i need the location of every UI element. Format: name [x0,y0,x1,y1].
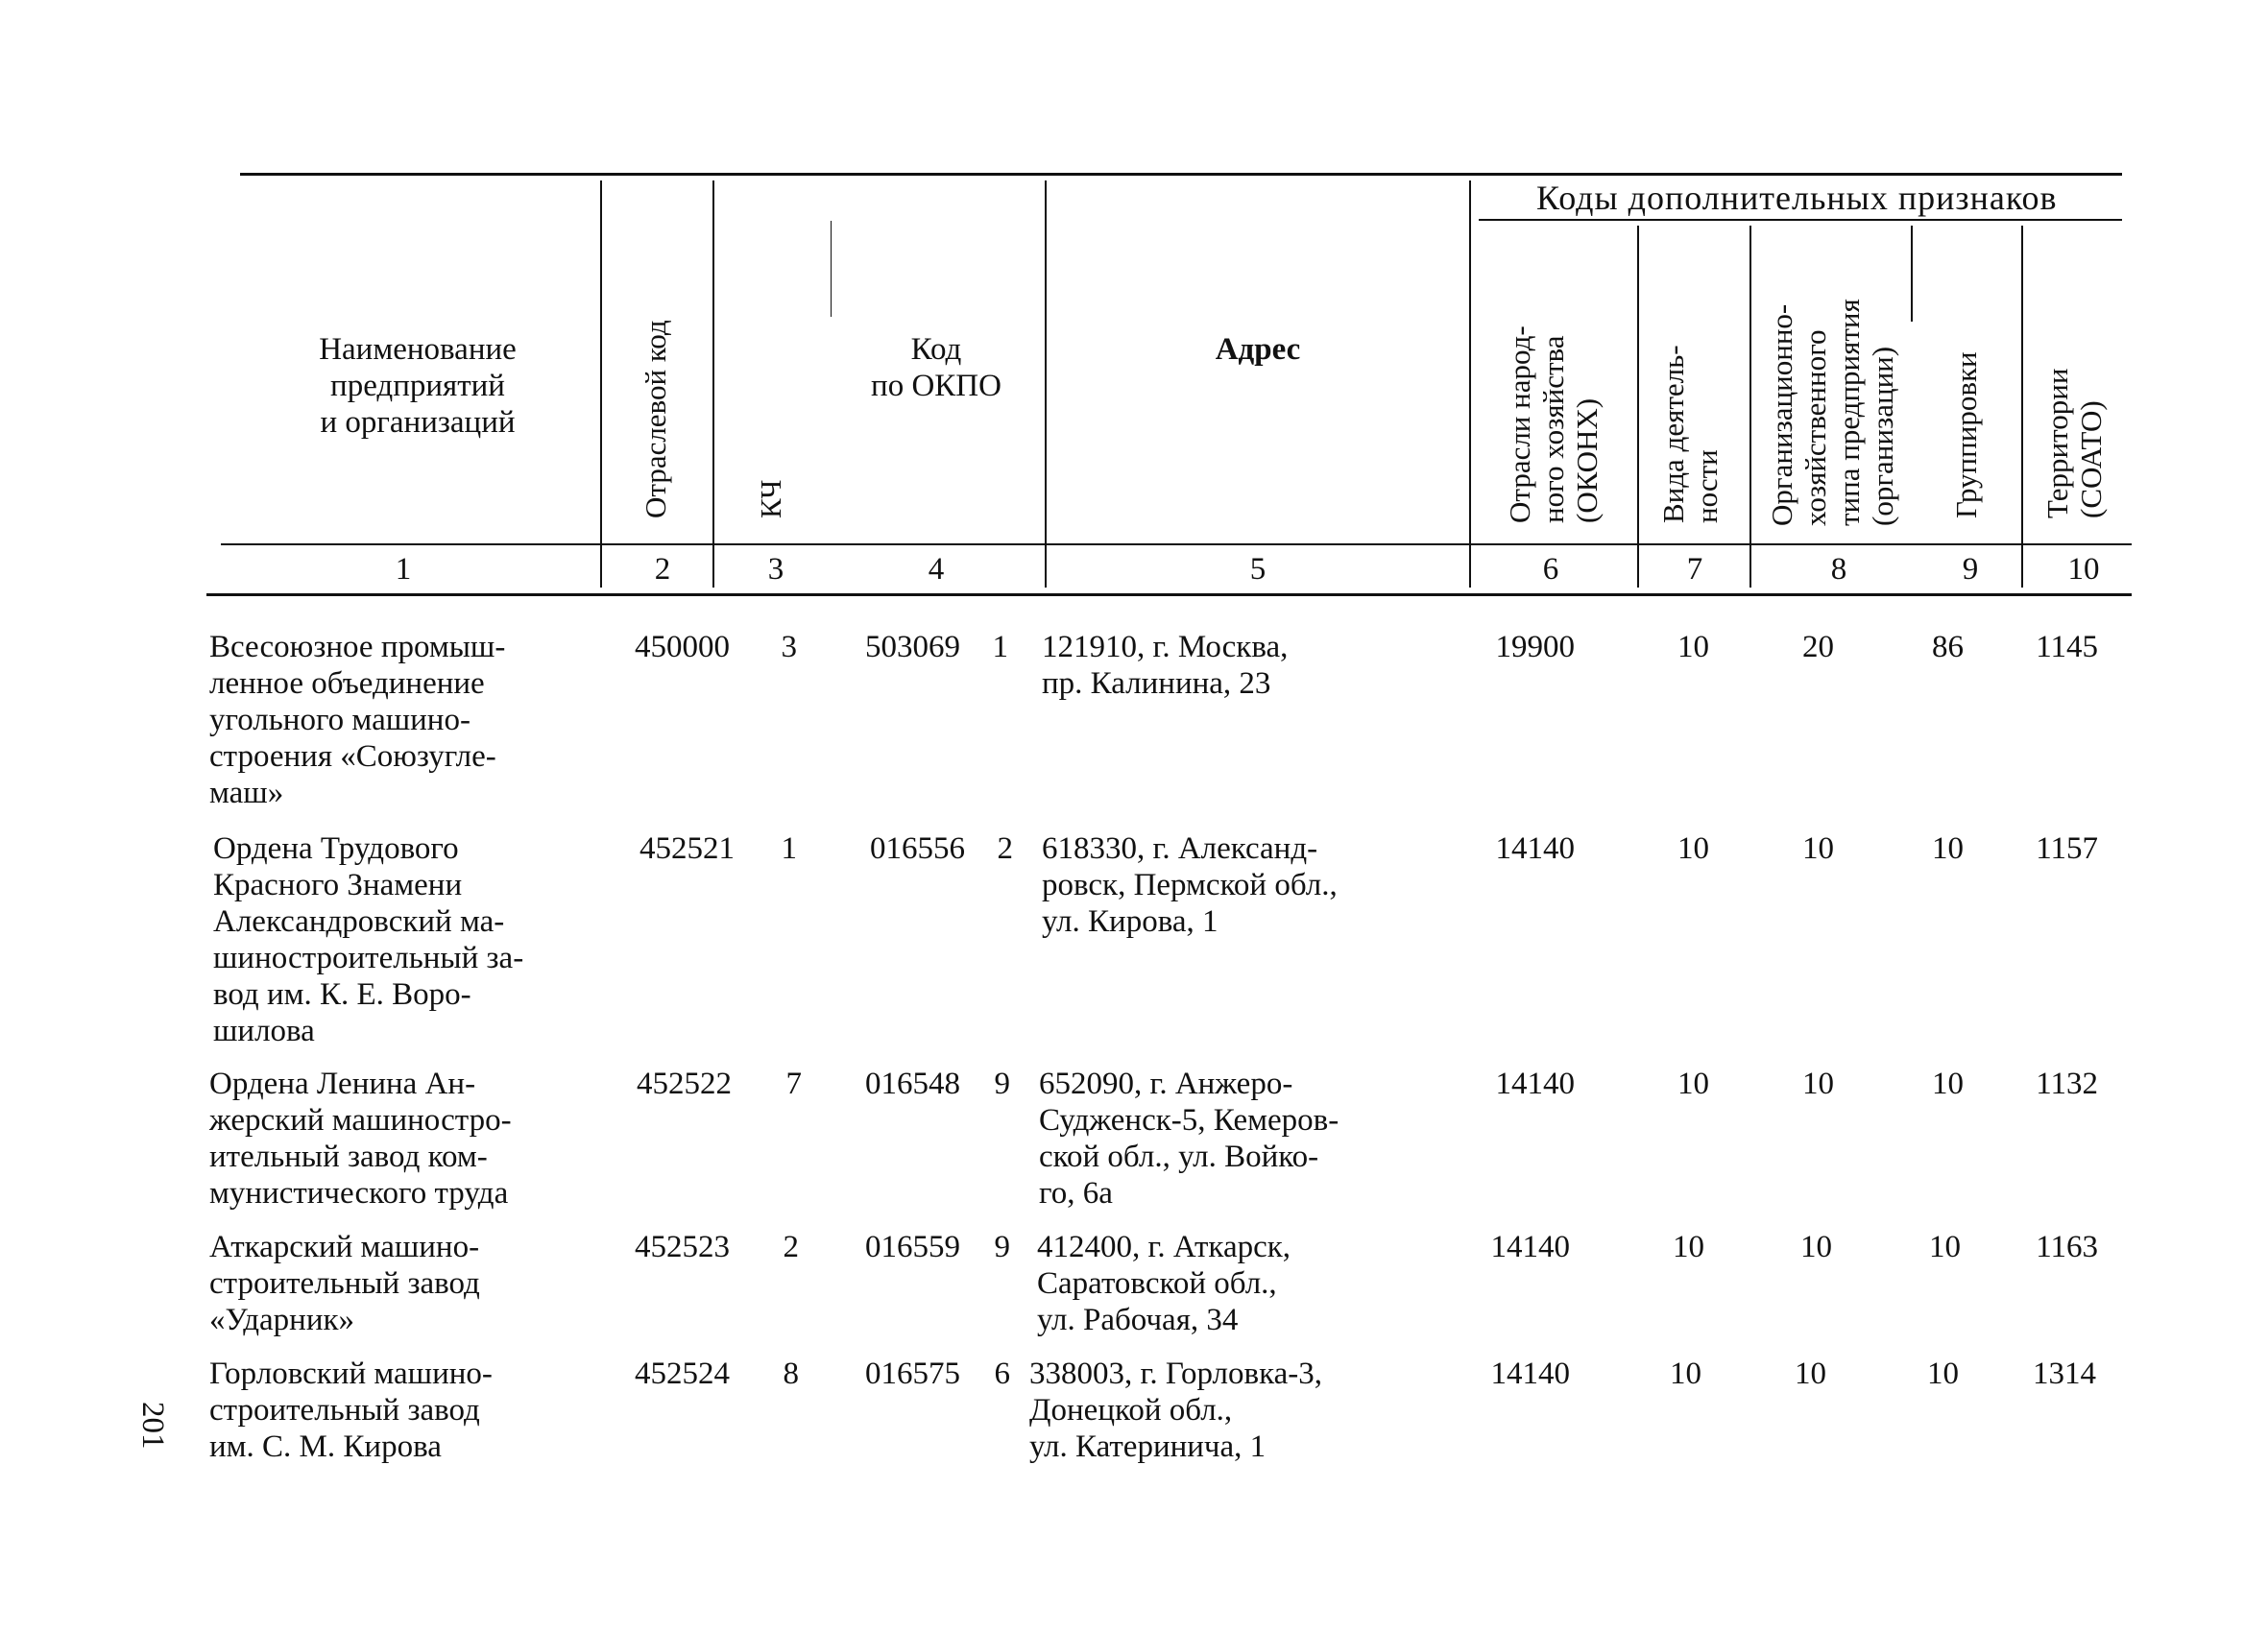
vrule-9 [2021,226,2023,588]
colnum-4: 4 [928,552,945,587]
vrule-5 [1469,180,1471,588]
row1-grouping: 86 [1932,630,1964,664]
row5-org-type: 10 [1795,1357,1826,1391]
colnum-8: 8 [1830,552,1847,587]
colnum-2: 2 [654,552,671,587]
table-top-rule [240,173,2122,176]
row3-name: Ордена Ленина Ан- жерский машиностро- ительный завод ком- мунистического труда [209,1067,512,1211]
row3-soato: 1132 [2036,1067,2098,1101]
header-okpo: Код по ОКПО [871,332,1001,403]
row4-org-type: 10 [1800,1230,1832,1264]
row2-activity: 10 [1677,831,1709,866]
column-numbers-bottom-rule [206,593,2132,596]
header-kch: КЧ [754,479,787,518]
header-grouping: Группировки [1949,351,1983,518]
header-org-type: Организационно- хозяйственного типа предприятия (организации) [1765,299,1899,526]
row3-kch: 7 [785,1067,802,1101]
row3-org-type: 10 [1802,1067,1834,1101]
row4-grouping: 10 [1929,1230,1961,1264]
row4-name: Аткарский машино- строительный завод «Ударник» [209,1230,480,1337]
page-number: 201 [135,1402,170,1450]
header-address: Адрес [1215,332,1301,367]
row5-branch-code: 452524 [635,1357,730,1391]
row4-soato: 1163 [2036,1230,2098,1264]
row4-activity: 10 [1673,1230,1704,1264]
row5-name: Горловский машино- строительный завод им. С. М. Кирова [209,1357,493,1464]
row3-address: 652090, г. Анжеро- Судженск-5, Кемеров- ской обл., ул. Войко- го, 6а [1039,1067,1339,1211]
row1-org-type: 20 [1802,630,1834,664]
vrule-6 [1637,226,1639,588]
row1-activity: 10 [1677,630,1709,664]
colnum-9: 9 [1962,552,1979,587]
row1-okonh: 19900 [1495,630,1575,664]
row5-address: 338003, г. Горловка-3, Донецкой обл., ул. Катеринича, 1 [1029,1357,1323,1464]
row5-okpo-check: 6 [994,1357,1010,1391]
row2-okpo-check: 2 [997,831,1013,866]
row4-kch: 2 [783,1230,799,1264]
row4-okonh: 14140 [1490,1230,1570,1264]
header-group-title: Коды дополнительных признаков [1536,179,2058,217]
row4-okpo-check: 9 [994,1230,1010,1264]
vrule-8 [1911,226,1913,322]
header-activity: Вида деятель- ности [1656,345,1724,523]
row1-okpo-check: 1 [992,630,1008,664]
row2-org-type: 10 [1802,831,1834,866]
row2-okonh: 14140 [1495,831,1575,866]
row4-address: 412400, г. Аткарск, Саратовской обл., ул. Рабочая, 34 [1037,1230,1291,1337]
colnum-5: 5 [1249,552,1267,587]
row3-okpo: 016548 [865,1067,960,1101]
header-okonh: Отрасли народ- ного хозяйства (ОКОНХ) [1503,325,1604,523]
header-bottom-rule [221,543,2132,545]
row3-activity: 10 [1677,1067,1709,1101]
row1-name: Всесоюзное промыш- ленное объединение угольного машино- строения «Союзугле- маш» [209,630,506,810]
row2-grouping: 10 [1932,831,1964,866]
colnum-6: 6 [1542,552,1559,587]
header-name: Наименование предприятий и организаций [319,332,517,440]
colnum-3: 3 [767,552,784,587]
row1-kch: 3 [781,630,797,664]
header-branch-code: Отраслевой код [639,320,672,518]
row2-name: Ордена Трудового Красного Знамени Александровский ма- шиностроительный за- вод им. К. Е. Воро- шилова [213,831,524,1048]
row1-soato: 1145 [2036,630,2098,664]
row4-okpo: 016559 [865,1230,960,1264]
row2-branch-code: 452521 [639,831,735,866]
row5-activity: 10 [1670,1357,1701,1391]
row1-address: 121910, г. Москва, пр. Калинина, 23 [1042,630,1289,701]
row2-okpo: 016556 [870,831,965,866]
vrule-4 [1045,180,1047,588]
header-soato: Территории (СОАТО) [2040,368,2108,518]
row5-soato: 1314 [2033,1357,2096,1391]
row5-okpo: 016575 [865,1357,960,1391]
row2-soato: 1157 [2036,831,2098,866]
row2-address: 618330, г. Александ- ровск, Пермской обл., ул. Кирова, 1 [1042,831,1338,939]
row1-branch-code: 450000 [635,630,730,664]
row4-branch-code: 452523 [635,1230,730,1264]
vrule-2 [712,180,714,588]
colnum-7: 7 [1686,552,1703,587]
row5-grouping: 10 [1927,1357,1959,1391]
row3-okonh: 14140 [1495,1067,1575,1101]
colnum-1: 1 [395,552,412,587]
row2-kch: 1 [781,831,797,866]
vrule-3 [831,221,832,317]
row1-okpo: 503069 [865,630,960,664]
row3-okpo-check: 9 [994,1067,1010,1101]
colnum-10: 10 [2067,552,2100,587]
group-underline [1479,219,2122,221]
vrule-1 [600,180,602,588]
row3-branch-code: 452522 [637,1067,732,1101]
vrule-7 [1749,226,1751,588]
row5-okonh: 14140 [1490,1357,1570,1391]
row5-kch: 8 [783,1357,799,1391]
row3-grouping: 10 [1932,1067,1964,1101]
